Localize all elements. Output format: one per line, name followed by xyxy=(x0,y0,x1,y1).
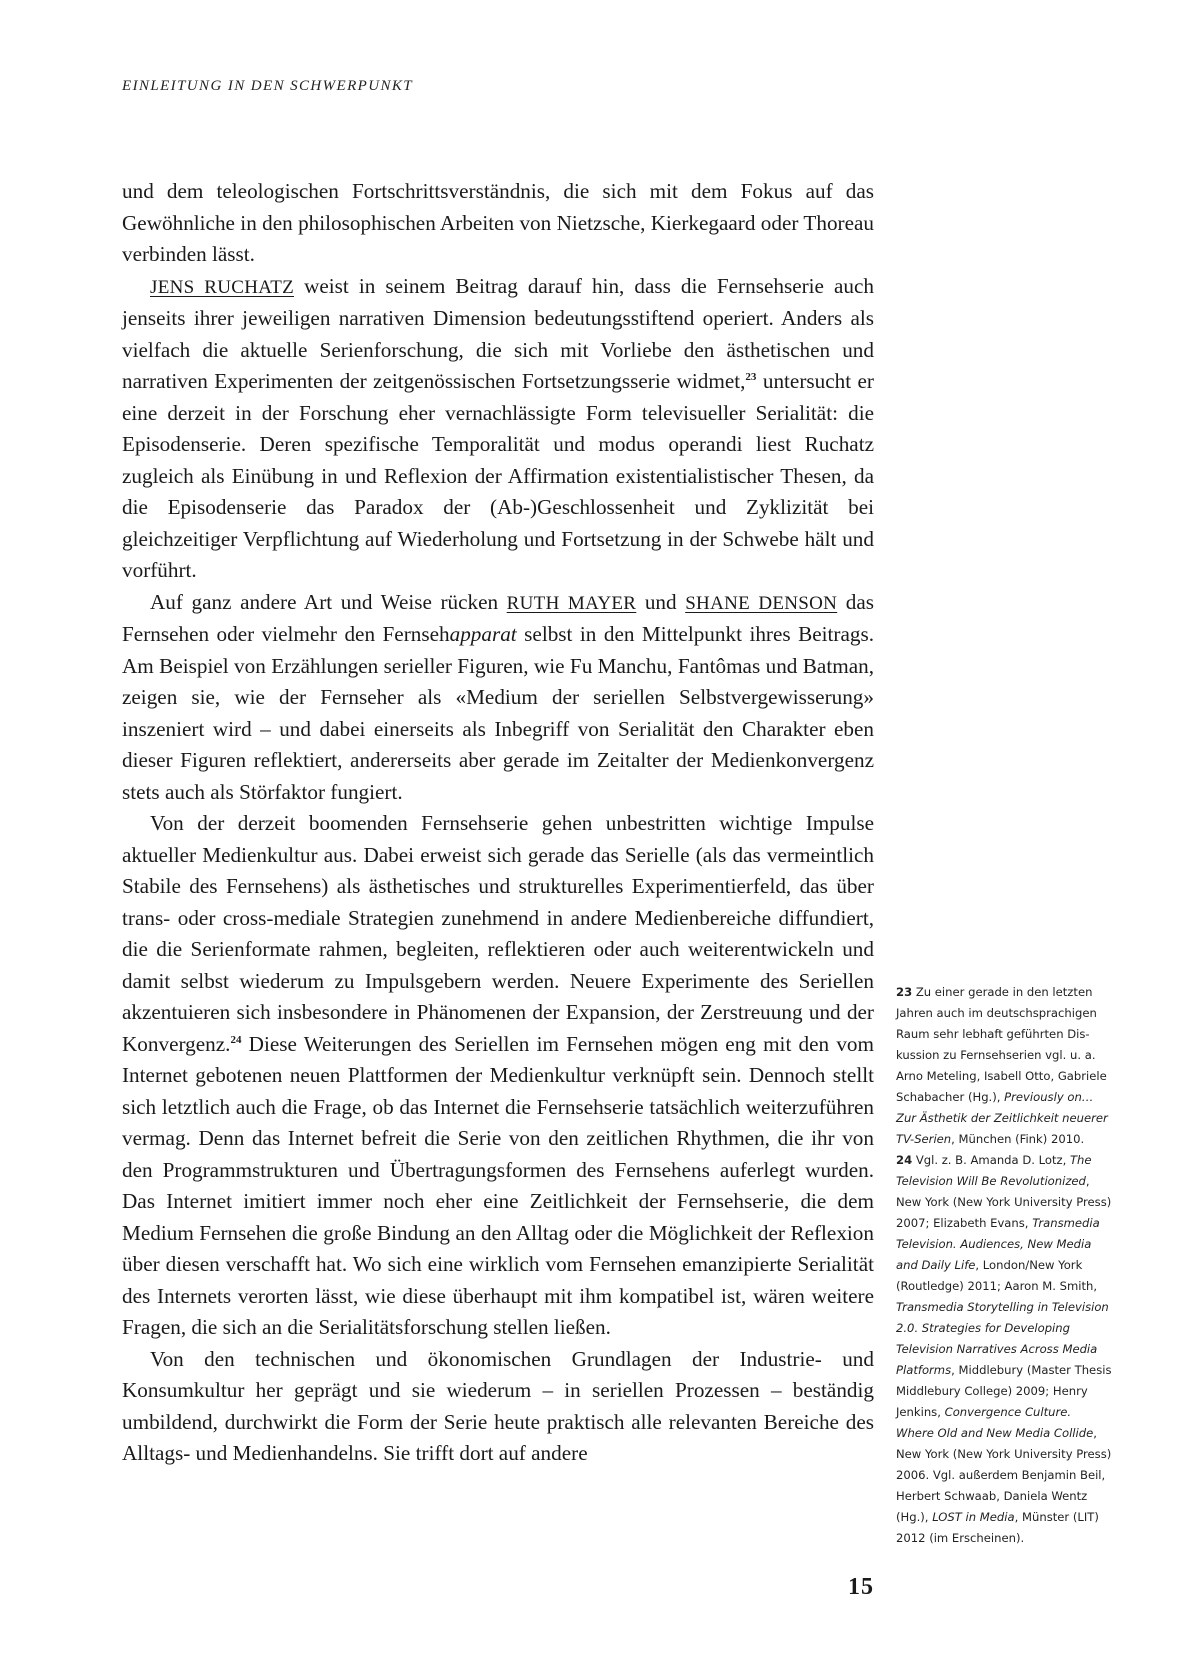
author-name-mayer: RUTH MAYER xyxy=(506,592,637,614)
paragraph-1: und dem teleologischen Fortschrittsverständnis, die sich mit dem Fokus auf das Gewöhnliche in den philosophischen Arbeiten von Nietzsche, Kierkegaard oder Thoreau verbinden lässt. xyxy=(122,179,874,266)
footnote-text: , München (Fink) 2010. xyxy=(951,1132,1085,1146)
paragraph-4-text-a: Von der derzeit boomenden Fernsehserie gehen unbestritten wichtige Impulse aktueller Medienkultur aus. Dabei erweist sich gerade das Serielle (als das vermeintlich Stabile des Fernsehens) als ästhetisches und strukturelles Experimentierfeld, das über trans- oder cross-mediale Strategien zunehmend in andere Medienbereiche diffundiert, die die Serienformate rahmen, begleiten, reflektieren oder auch weiterentwickeln und damit selbst wiederum zu Impulsgebern werden. Neuere Experimente des Seriellen akzentuieren sich insbesondere in Phänomenen der Expansion, der Zerstreuung und der Konvergenz. xyxy=(122,811,874,1056)
footnote-text: , New York (New York University Press) 2006. Vgl. außerdem Benjamin Beil, Herbert Schwaab, Daniela Wentz (Hg.), xyxy=(896,1426,1112,1524)
footnote-title: The Television Will Be Revolutionized xyxy=(896,1153,1092,1188)
footnotes-column xyxy=(896,982,1112,1549)
main-text-column xyxy=(122,176,874,1470)
paragraph-3 xyxy=(122,587,874,809)
footnote-text: , New York (New York University Press) 2007; Elizabeth Evans, xyxy=(896,1174,1112,1230)
paragraph-3-text-a: Auf ganz andere Art und Weise rücken xyxy=(150,589,507,614)
author-name-ruchatz: JENS RUCHATZ xyxy=(150,276,295,298)
footnote-text: , Münster (LIT) 2012 (im Erscheinen). xyxy=(896,1510,1099,1545)
footnote-text: Vgl. z. B. Amanda D. Lotz, xyxy=(912,1153,1070,1167)
paragraph-3-italic: apparat xyxy=(449,622,517,646)
author-name-denson: SHANE DENSON xyxy=(685,592,838,614)
footnote-number: 23 xyxy=(896,985,913,999)
paragraph-2-text-a: weist in seinem Beitrag darauf hin, dass die Fernsehserie auch jenseits ihrer jeweiligen narrativen Dimension bedeutungsstiftend operiert. Anders als vielfach die aktuelle Serienforschung, die sich mit Vorliebe den ästhetischen und narrativen Experimenten der zeitgenössischen Fortsetzungsserie widmet, xyxy=(122,273,874,393)
footnote-ref-24[interactable]: 24 xyxy=(230,1033,242,1046)
footnote-title: Transmedia Television. Audiences, New Media and Daily Life xyxy=(896,1216,1100,1272)
paragraph-3-text-c: das Fernsehen oder vielmehr den Fernseh xyxy=(122,589,875,646)
footnote-text: , London/New York (Routledge) 2011; Aaron M. Smith, xyxy=(896,1258,1098,1293)
footnote-number: 24 xyxy=(896,1153,913,1167)
footnote-title: LOST in Media xyxy=(932,1510,1015,1524)
paragraph-3-text-b: und xyxy=(636,589,686,614)
paragraph-5: Von den technischen und ökonomischen Grundlagen der Industrie- und Konsumkultur her geprägt und sie wiederum – in seriellen Prozessen – beständig umbildend, durchwirkt die Form der Serie heute praktisch alle relevanten Bereiche des Alltags- und Medienhandelns. Sie trifft dort auf andere xyxy=(122,1346,874,1465)
paragraph-2-text-b: untersucht er eine derzeit in der Forschung eher vernachlässigte Form televisueller Serialität: die Episodenserie. Deren spezifische Temporalität und modus operandi liest Ruchatz zugleich als Einübung in und Reflexion der Affirmation existentialistischer Thesen, da die Episodenserie das Paradox der (Ab-)Geschlossenheit und Zyklizität bei gleichzeitiger Verpflichtung auf Wiederholung und Fortsetzung in der Schwebe hält und vorführt. xyxy=(122,369,874,582)
running-head: EINLEITUNG IN DEN SCHWERPUNKT xyxy=(122,78,414,94)
page-number: 15 xyxy=(848,1574,874,1600)
paragraph-2 xyxy=(122,271,874,587)
paragraph-3-text-d: selbst in den Mittelpunkt ihres Beitrags. Am Beispiel von Erzählungen serieller Figuren, wie Fu Manchu, Fantômas und Batman, zeigen sie, wie der Fernseher als «Medium der seriellen Selbstvergewisserung» inszeniert wird – und dabei einerseits als Inbegriff von Serialität den Charakter eben dieser Figuren reflektiert, andererseits aber gerade im Zeitalter der Medienkonvergenz stets auch als Störfaktor fungiert. xyxy=(122,622,874,804)
footnote-23 xyxy=(896,982,1112,1150)
footnote-title: Transmedia Storytelling in Television 2.0. Strategies for Developing Television Narratives Across Media Platforms xyxy=(896,1300,1109,1377)
footnote-ref-23[interactable]: 23 xyxy=(745,370,757,383)
paragraph-4 xyxy=(122,808,874,1344)
paragraph-4-text-b: Diese Weiterungen des Seriellen im Fernsehen mögen eng mit den vom Internet gebotenen neuen Plattformen der Medienkultur verknüpft sein. Dennoch stellt sich letztlich auch die Frage, ob das Internet die Fernsehserie tatsächlich weiterzuführen vermag. Denn das Internet befreit die Serie von den zeitlichen Rhythmen, die ihr von den Programmstrukturen und Übertragungsformen des Fernsehens auferlegt wurden. Das Internet imitiert immer noch eher eine Zeitlichkeit der Fernsehserie, die dem Medium Fernsehen die große Bindung an den Alltag oder die Möglichkeit der Reflexion über diesen verschafft hat. Wo sich eine wirklich vom Fernsehen emanzipierte Serialität des Internets verorten lässt, wie diese überhaupt mit ihm kompatibel ist, wären weitere Fragen, die sich an die Serialitätsforschung stellen ließen. xyxy=(122,1031,874,1339)
footnote-title: Convergence Culture. Where Old and New Media Collide xyxy=(896,1405,1094,1440)
footnote-title: Previously on… Zur Ästhetik der Zeitlichkeit neuerer TV-Serien xyxy=(896,1090,1108,1146)
footnote-text: , Middlebury (Master Thesis Middlebury College) 2009; Henry Jenkins, xyxy=(896,1363,1112,1419)
footnote-text: Zu einer gerade in den letzten Jahren auch im deutschsprachigen Raum sehr lebhaft geführten Diskussion zu Fernsehserien vgl. u. a. Arno Meteling, Isabell Otto, Gabriele Schabacher (Hg.), xyxy=(896,985,1107,1104)
footnote-24 xyxy=(896,1150,1112,1549)
